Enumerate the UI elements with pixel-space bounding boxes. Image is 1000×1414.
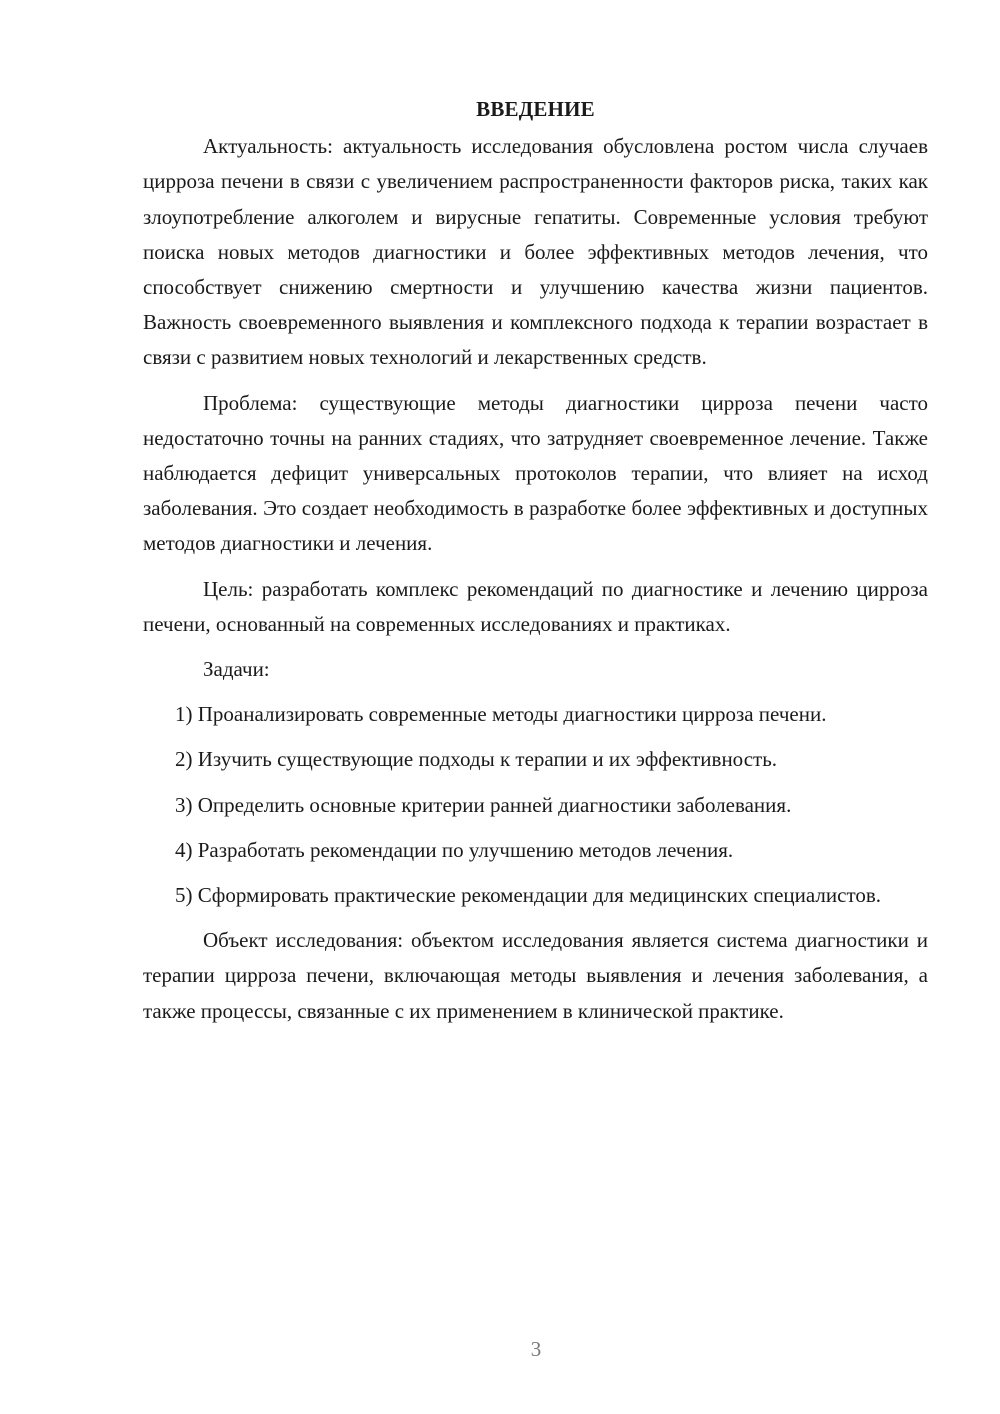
task-item-5: 5) Сформировать практические рекомендации для медицинских специалистов. — [175, 883, 882, 908]
page-number: 3 — [530, 1337, 542, 1361]
paragraph-relevance: Актуальность: актуальность исследования обусловлена ростом числа случаев цирроза печени в связи с увеличением распространенности факторов риска, таких как злоупотребление алкоголем и вирусные гепатиты. Современные условия требуют поиска новых методов диагностики и более эффективных методов лечения, что способствует снижению смертности и улучшению качества жизни пациентов. Важность своевременного выявления и комплексного подхода к терапии возрастает в связи с развитием новых технологий и лекарственных средств. — [143, 134, 928, 370]
task-item-3: 3) Определить основные критерии ранней диагностики заболевания. — [175, 792, 792, 817]
paragraph-goal: Цель: разработать комплекс рекомендаций по диагностике и лечению цирроза печени, основанный на современных исследованиях и практиках. — [143, 576, 928, 636]
tasks-list — [143, 697, 928, 913]
page-content — [143, 92, 928, 1039]
tasks-label: Задачи: — [203, 657, 270, 682]
task-item-1: 1) Проанализировать современные методы диагностики цирроза печени. — [175, 702, 827, 727]
task-item-4: 4) Разработать рекомендации по улучшению методов лечения. — [175, 837, 734, 862]
task-item-2: 2) Изучить существующие подходы к терапии и их эффективность. — [175, 747, 778, 772]
paragraph-object: Объект исследования: объектом исследования является система диагностики и терапии цирроза печени, включающая методы выявления и лечения заболевания, а также процессы, связанные с их применением в клинической практике. — [143, 928, 928, 1023]
section-heading: ВВЕДЕНИЕ — [476, 97, 595, 121]
paragraph-problem: Проблема: существующие методы диагностики цирроза печени часто недостаточно точны на ранних стадиях, что затрудняет своевременное лечение. Также наблюдается дефицит универсальных протоколов терапии, что влияет на исход заболевания. Это создает необходимость в разработке более эффективных и доступных методов диагностики и лечения. — [143, 390, 928, 556]
